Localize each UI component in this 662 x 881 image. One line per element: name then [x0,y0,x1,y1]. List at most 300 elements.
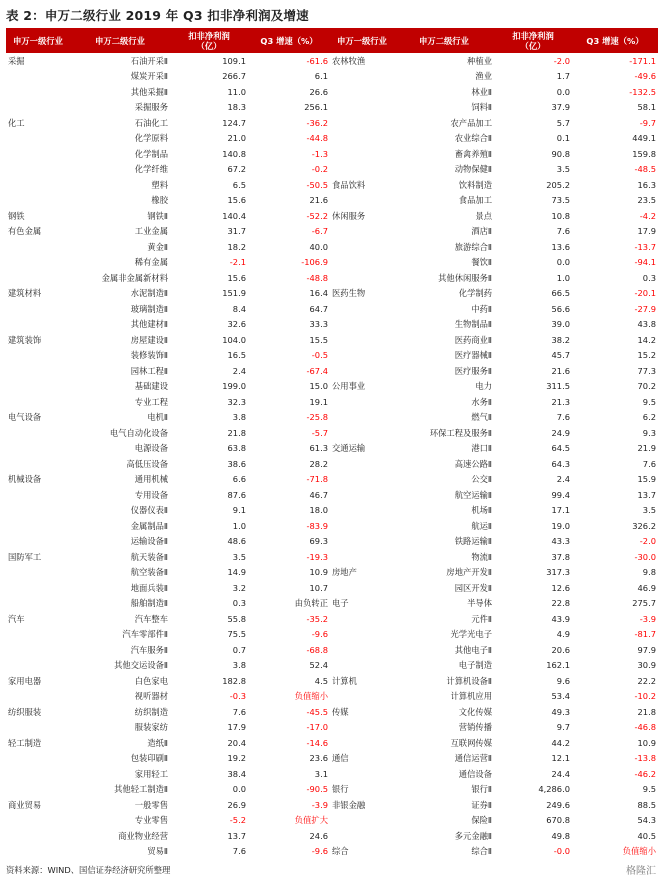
primary-industry-cell [330,642,394,658]
table-row [6,704,658,720]
watermark: 格隆汇 [626,866,656,877]
growth-rate-cell: 负值扩大 [294,815,328,826]
net-profit-cell: 18.2 [227,241,246,252]
net-profit-cell: 64.5 [551,443,570,454]
net-profit-cell: 55.8 [227,613,246,624]
net-profit-cell: 5.7 [556,117,570,128]
secondary-industry-cell: 文化传媒 [458,706,492,717]
secondary-industry-cell: 电源设备 [134,443,168,454]
net-profit-cell: 45.7 [551,350,570,361]
growth-rate-cell: 23.6 [309,753,328,764]
secondary-industry-cell: 饮料制造 [458,179,492,190]
growth-rate-cell: 17.9 [637,226,656,237]
secondary-industry-cell: 化学制品 [134,148,168,159]
net-profit-cell: 151.9 [222,288,246,299]
growth-rate-cell: -132.5 [629,86,656,97]
primary-industry-cell [330,193,394,209]
table-row [6,503,658,519]
net-profit-cell: 19.0 [551,520,570,531]
growth-rate-cell: 3.1 [314,768,328,779]
growth-rate-cell: 14.2 [637,334,656,345]
growth-rate-cell: -48.8 [306,272,328,283]
net-profit-cell: 56.6 [551,303,570,314]
secondary-industry-cell: 元件Ⅱ [471,613,492,624]
net-profit-cell: 205.2 [546,179,570,190]
secondary-industry-cell: 钢铁Ⅱ [147,210,168,221]
primary-industry-cell [330,534,394,550]
growth-rate-cell: -10.2 [634,691,656,702]
net-profit-cell: 182.8 [222,675,246,686]
table-row [6,270,658,286]
net-profit-cell: 1.0 [232,520,246,531]
secondary-industry-cell: 其他采掘Ⅱ [130,86,168,97]
net-profit-cell: 4,286.0 [538,784,570,795]
growth-rate-cell: -52.2 [306,210,328,221]
net-profit-cell: 63.8 [227,443,246,454]
primary-industry-cell [330,69,394,85]
primary-industry-cell: 房地产 [332,567,357,578]
primary-industry-cell [6,596,70,612]
secondary-industry-cell: 种植业 [467,55,492,66]
net-profit-cell: 2.4 [232,365,246,376]
net-profit-cell: 49.3 [551,706,570,717]
secondary-industry-cell: 高低压设备 [126,458,168,469]
secondary-industry-cell: 金属非金属新材料 [101,272,168,283]
primary-industry-cell: 采掘 [8,55,25,66]
net-profit-cell: 9.1 [232,505,246,516]
net-profit-cell: 317.3 [546,567,570,578]
growth-rate-cell: 16.3 [637,179,656,190]
growth-rate-cell: -171.1 [629,55,656,66]
primary-industry-cell: 通信 [332,753,349,764]
primary-industry-cell [6,255,70,271]
growth-rate-cell: -2.0 [639,536,656,547]
growth-rate-cell: -50.5 [306,179,328,190]
table-row [6,797,658,813]
growth-rate-cell: 21.9 [637,443,656,454]
primary-industry-cell [6,828,70,844]
growth-rate-cell: 负值缩小 [622,846,656,857]
primary-industry-cell [330,363,394,379]
net-profit-cell: 0.0 [556,86,570,97]
secondary-industry-cell: 房屋建设Ⅱ [130,334,168,345]
primary-industry-cell [6,193,70,209]
primary-industry-cell [6,379,70,395]
growth-rate-cell: -45.5 [306,706,328,717]
net-profit-cell: -0.0 [553,846,570,857]
net-profit-cell: 14.9 [227,567,246,578]
net-profit-cell: 37.9 [551,102,570,113]
net-profit-cell: 109.1 [222,55,246,66]
growth-rate-cell: 54.3 [637,815,656,826]
growth-rate-cell: -81.7 [634,629,656,640]
secondary-industry-cell: 园区开发Ⅱ [454,582,492,593]
growth-rate-cell: -9.6 [311,846,328,857]
net-profit-cell: 12.1 [551,753,570,764]
header-cell: Q3 增速（%） [248,28,330,53]
secondary-industry-cell: 通信设备 [458,768,492,779]
table-row [6,162,658,178]
table-row [6,131,658,147]
net-profit-cell: -2.0 [553,55,570,66]
header-row [6,28,658,53]
net-profit-cell: 9.6 [556,675,570,686]
primary-industry-cell: 传媒 [332,706,349,717]
secondary-industry-cell: 半导体 [467,598,492,609]
growth-rate-cell: 52.4 [309,660,328,671]
growth-rate-cell: -13.8 [634,753,656,764]
table-row [6,69,658,85]
net-profit-cell: 6.5 [232,179,246,190]
growth-rate-cell: 9.5 [642,784,656,795]
secondary-industry-cell: 金属制品Ⅱ [130,520,168,531]
primary-industry-cell [6,751,70,767]
header-cell: 申万二级行业 [70,28,170,53]
net-profit-cell: 26.9 [227,799,246,810]
primary-industry-cell [6,441,70,457]
secondary-industry-cell: 橡胶 [151,195,168,206]
header-cell: Q3 增速（%） [572,28,658,53]
secondary-industry-cell: 房地产开发Ⅱ [446,567,492,578]
table-row [6,766,658,782]
secondary-industry-cell: 保险Ⅱ [471,815,492,826]
growth-rate-cell: -46.2 [634,768,656,779]
net-profit-cell: 24.9 [551,427,570,438]
table-row [6,828,658,844]
secondary-industry-cell: 船舶制造Ⅱ [130,598,168,609]
primary-industry-cell [6,100,70,116]
net-profit-cell: 99.4 [551,489,570,500]
secondary-industry-cell: 电力 [475,381,492,392]
secondary-industry-cell: 采掘服务 [134,102,168,113]
secondary-industry-cell: 公交Ⅱ [471,474,492,485]
primary-industry-cell: 机械设备 [8,474,42,485]
growth-rate-cell: -90.5 [306,784,328,795]
secondary-industry-cell: 光学光电子 [450,629,492,640]
table-row [6,286,658,302]
header-cell: 申万一级行业 [6,28,70,53]
primary-industry-cell [330,410,394,426]
growth-rate-cell: 3.5 [642,505,656,516]
secondary-industry-cell: 计算机设备Ⅱ [446,675,492,686]
net-profit-cell: 32.3 [227,396,246,407]
growth-rate-cell: 40.0 [309,241,328,252]
table-row [6,193,658,209]
primary-industry-cell [330,146,394,162]
secondary-industry-cell: 仪器仪表Ⅱ [130,505,168,516]
primary-industry-cell [6,534,70,550]
growth-rate-cell: -71.8 [306,474,328,485]
secondary-industry-cell: 农业综合Ⅱ [454,133,492,144]
net-profit-cell: 19.2 [227,753,246,764]
primary-industry-cell [6,720,70,736]
table-row [6,348,658,364]
primary-industry-cell [6,177,70,193]
secondary-industry-cell: 造纸Ⅱ [147,737,168,748]
growth-rate-cell: 28.2 [309,458,328,469]
growth-rate-cell: -49.6 [634,71,656,82]
table-row [6,441,658,457]
secondary-industry-cell: 航空运输Ⅱ [454,489,492,500]
secondary-industry-cell: 白色家电 [134,675,168,686]
primary-industry-cell [330,332,394,348]
secondary-industry-cell: 石油开采Ⅱ [130,55,168,66]
secondary-industry-cell: 石油化工 [134,117,168,128]
net-profit-cell: 21.3 [551,396,570,407]
table-row [6,472,658,488]
growth-rate-cell: -94.1 [634,257,656,268]
table-row [6,363,658,379]
growth-rate-cell: -6.7 [311,226,328,237]
primary-industry-cell [330,100,394,116]
primary-industry-cell [6,69,70,85]
secondary-industry-cell: 农产品加工 [450,117,492,128]
net-profit-cell: 75.5 [227,629,246,640]
secondary-industry-cell: 工业金属 [134,226,168,237]
secondary-industry-cell: 电机Ⅱ [147,412,168,423]
growth-rate-cell: 负值缩小 [294,691,328,702]
secondary-industry-cell: 其他建材Ⅱ [130,319,168,330]
growth-rate-cell: -3.9 [639,613,656,624]
primary-industry-cell [6,363,70,379]
primary-industry-cell [330,270,394,286]
primary-industry-cell [330,487,394,503]
primary-industry-cell [6,270,70,286]
primary-industry-cell [6,782,70,798]
growth-rate-cell: 15.9 [637,474,656,485]
primary-industry-cell: 建筑材料 [8,288,42,299]
primary-industry-cell [330,348,394,364]
growth-rate-cell: 由负转正 [294,598,328,609]
net-profit-cell: -5.2 [229,815,246,826]
growth-rate-cell: -83.9 [306,520,328,531]
net-profit-cell: 7.6 [556,412,570,423]
growth-rate-cell: 10.9 [637,737,656,748]
growth-rate-cell: -1.3 [311,148,328,159]
primary-industry-cell [6,503,70,519]
primary-industry-cell: 计算机 [332,675,357,686]
net-profit-cell: 15.6 [227,195,246,206]
net-profit-cell: 43.9 [551,613,570,624]
growth-rate-cell: 18.0 [309,505,328,516]
secondary-industry-cell: 运输设备Ⅱ [130,536,168,547]
table-row [6,658,658,674]
net-profit-cell: 15.6 [227,272,246,283]
primary-industry-cell [330,394,394,410]
net-profit-cell: 66.5 [551,288,570,299]
primary-industry-cell: 电子 [332,598,349,609]
growth-rate-cell: -13.7 [634,241,656,252]
primary-industry-cell [6,580,70,596]
net-profit-cell: 3.8 [232,660,246,671]
secondary-industry-cell: 化学原料 [134,133,168,144]
primary-industry-cell [330,301,394,317]
growth-rate-cell: 13.7 [637,489,656,500]
net-profit-cell: 199.0 [222,381,246,392]
growth-rate-cell: 7.6 [642,458,656,469]
secondary-industry-cell: 化学纤维 [134,164,168,175]
net-profit-cell: 0.7 [232,644,246,655]
primary-industry-cell [330,472,394,488]
secondary-industry-cell: 纺织制造 [134,706,168,717]
secondary-industry-cell: 其他休闲服务Ⅱ [438,272,492,283]
secondary-industry-cell: 服装家纺 [134,722,168,733]
growth-rate-cell: 10.9 [309,567,328,578]
table-row [6,84,658,100]
growth-rate-cell: 21.6 [309,195,328,206]
growth-rate-cell: -19.3 [306,551,328,562]
net-profit-cell: 266.7 [222,71,246,82]
primary-industry-cell: 农林牧渔 [332,55,366,66]
growth-rate-cell: 23.5 [637,195,656,206]
growth-rate-cell: 22.2 [637,675,656,686]
primary-industry-cell [6,766,70,782]
primary-industry-cell [330,766,394,782]
net-profit-cell: 0.1 [556,133,570,144]
growth-rate-cell: -5.7 [311,427,328,438]
table-row [6,844,658,860]
net-profit-cell: 162.1 [546,660,570,671]
net-profit-cell: 38.2 [551,334,570,345]
growth-rate-cell: 9.5 [642,396,656,407]
growth-rate-cell: 58.1 [637,102,656,113]
primary-industry-cell [330,115,394,131]
net-profit-cell: 24.4 [551,768,570,779]
net-profit-cell: 73.5 [551,195,570,206]
secondary-industry-cell: 汽车服务Ⅱ [130,644,168,655]
secondary-industry-cell: 多元金融Ⅱ [454,830,492,841]
primary-industry-cell [330,456,394,472]
primary-industry-cell [6,518,70,534]
net-profit-cell: 87.6 [227,489,246,500]
table-row [6,239,658,255]
table-row [6,332,658,348]
net-profit-cell: 0.0 [232,784,246,795]
secondary-industry-cell: 旅游综合Ⅱ [454,241,492,252]
secondary-industry-cell: 汽车零部件Ⅱ [122,629,168,640]
secondary-industry-cell: 银行Ⅱ [471,784,492,795]
net-profit-cell: 3.5 [232,551,246,562]
secondary-industry-cell: 营销传播 [458,722,492,733]
primary-industry-cell [330,813,394,829]
growth-rate-cell: -106.9 [301,257,328,268]
table-row [6,565,658,581]
net-profit-cell: 3.8 [232,412,246,423]
secondary-industry-cell: 航空装备Ⅱ [130,567,168,578]
table-row [6,177,658,193]
table-row [6,518,658,534]
primary-industry-cell [330,658,394,674]
net-profit-cell: 3.5 [556,164,570,175]
secondary-industry-cell: 医疗服务Ⅱ [454,365,492,376]
net-profit-cell: 44.2 [551,737,570,748]
secondary-industry-cell: 通用机械 [134,474,168,485]
secondary-industry-cell: 家用轻工 [134,768,168,779]
growth-rate-cell: 256.1 [304,102,328,113]
secondary-industry-cell: 其他轻工制造Ⅱ [114,784,168,795]
primary-industry-cell [330,255,394,271]
secondary-industry-cell: 玻璃制造Ⅱ [130,303,168,314]
primary-industry-cell [6,146,70,162]
net-profit-cell: 1.7 [556,71,570,82]
secondary-industry-cell: 电气自动化设备 [109,427,168,438]
source-note: 资料来源：WIND、国信证券经济研究所整理 [6,865,171,875]
header-cell: 申万一级行业 [330,28,394,53]
primary-industry-cell: 医药生物 [332,288,366,299]
growth-rate-cell: -9.6 [311,629,328,640]
primary-industry-cell: 食品饮料 [332,179,366,190]
net-profit-cell: 64.3 [551,458,570,469]
primary-industry-cell [6,487,70,503]
net-profit-cell: 104.0 [222,334,246,345]
primary-industry-cell: 家用电器 [8,675,42,686]
secondary-industry-cell: 专用设备 [134,489,168,500]
primary-industry-cell [6,689,70,705]
secondary-industry-cell: 包装印刷Ⅱ [130,753,168,764]
header-cell: 扣非净利润 （亿） [170,28,248,53]
primary-industry-cell [6,456,70,472]
growth-rate-cell: 16.4 [309,288,328,299]
primary-industry-cell [330,425,394,441]
table-row [6,673,658,689]
table-row [6,642,658,658]
primary-industry-cell [6,317,70,333]
net-profit-cell: 124.7 [222,117,246,128]
growth-rate-cell: -0.5 [311,350,328,361]
net-profit-cell: 7.6 [232,706,246,717]
growth-rate-cell: 10.7 [309,582,328,593]
secondary-industry-cell: 景点 [475,210,492,221]
secondary-industry-cell: 铁路运输Ⅱ [454,536,492,547]
primary-industry-cell [6,425,70,441]
net-profit-cell: 0.3 [232,598,246,609]
secondary-industry-cell: 专业零售 [134,815,168,826]
secondary-industry-cell: 园林工程Ⅱ [130,365,168,376]
table-row [6,301,658,317]
table-row [6,146,658,162]
secondary-industry-cell: 电子制造 [458,660,492,671]
primary-industry-cell [6,658,70,674]
net-profit-cell: 20.6 [551,644,570,655]
primary-industry-cell: 非银金融 [332,799,366,810]
table-row [6,208,658,224]
secondary-industry-cell: 林业Ⅱ [471,86,492,97]
secondary-industry-cell: 生物制品Ⅱ [454,319,492,330]
table-row [6,456,658,472]
table-row [6,379,658,395]
secondary-industry-cell: 计算机应用 [450,691,492,702]
net-profit-cell: 3.2 [232,582,246,593]
primary-industry-cell [6,301,70,317]
table-row [6,689,658,705]
growth-rate-cell: 15.0 [309,381,328,392]
table-row [6,580,658,596]
secondary-industry-cell: 航运Ⅱ [471,520,492,531]
net-profit-cell: 17.1 [551,505,570,516]
primary-industry-cell: 建筑装饰 [8,334,42,345]
primary-industry-cell: 轻工制造 [8,737,42,748]
table-row [6,425,658,441]
growth-rate-cell: 61.3 [309,443,328,454]
growth-rate-cell: 9.3 [642,427,656,438]
primary-industry-cell: 银行 [332,784,349,795]
growth-rate-cell: 26.6 [309,86,328,97]
secondary-industry-cell: 动物保健Ⅱ [454,164,492,175]
secondary-industry-cell: 视听器材 [134,691,168,702]
primary-industry-cell [330,611,394,627]
net-profit-cell: 0.0 [556,257,570,268]
growth-rate-cell: -17.0 [306,722,328,733]
